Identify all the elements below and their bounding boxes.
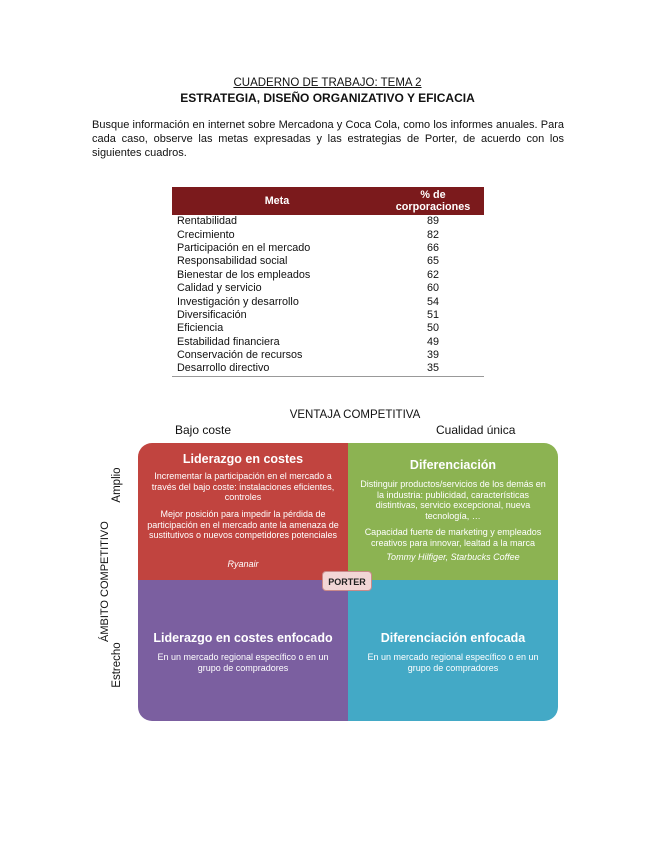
goal-percentage-cell: 51 (426, 308, 439, 321)
table-row (172, 215, 484, 228)
column-label-unique-quality: Cualidad única (436, 423, 516, 437)
goal-name-cell: Diversificación (177, 308, 247, 321)
table-row (172, 349, 484, 362)
document-title: ESTRATEGIA, DISEÑO ORGANIZATIVO Y EFICACIA (180, 91, 475, 105)
goal-percentage-cell: 66 (426, 241, 439, 254)
table-row (172, 242, 484, 255)
goal-name-cell: Responsabilidad social (177, 255, 288, 268)
column-label-low-cost: Bajo coste (175, 423, 232, 437)
goal-name-cell: Participación en el mercado (177, 241, 311, 254)
quadrant-title: Liderazgo en costes (182, 452, 304, 466)
competitive-scope-title: ÁMBITO COMPETITIVO (99, 521, 111, 642)
table-row (172, 322, 484, 335)
goal-percentage-cell: 62 (426, 268, 439, 281)
quadrant-title: Diferenciación enfocada (380, 631, 526, 645)
quadrant-text: Distinguir productos/servicios de los demás en la industria: publicidad, características distintivas, servicio excepcional, nueva tecnología, … (360, 479, 546, 521)
quadrant-text: Incrementar la participación en el mercado a través del bajo coste: instalaciones eficientes, controles (151, 471, 335, 502)
quadrant-title: Diferenciación (409, 458, 497, 472)
table-row (172, 282, 484, 295)
quadrant-cost-leadership (138, 443, 348, 580)
goal-percentage-cell: 65 (426, 255, 439, 268)
quadrant-text: Capacidad fuerte de marketing y empleados creativos para innovar, lealtad a la marca (364, 527, 542, 548)
quadrant-example: Tommy Hilfiger, Starbucks Coffee (386, 552, 520, 562)
porter-center-label: PORTER (322, 571, 372, 591)
goal-percentage-cell: 54 (426, 295, 439, 308)
goal-name-cell: Conservación de recursos (177, 349, 303, 362)
goal-percentage-cell: 35 (382, 362, 484, 376)
intro-paragraph: Busque información en internet sobre Mercadona y Coca Cola, como los informes anuales. Para cada caso, observe las metas expresadas y las estrategias de Porter, de acuerdo con los siguientes cuadros. (92, 119, 564, 159)
goal-name-cell: Bienestar de los empleados (177, 268, 311, 281)
goal-percentage-cell: 49 (426, 335, 439, 348)
quadrant-differentiation (348, 443, 558, 580)
quadrant-example: Ryanair (227, 559, 259, 569)
goal-percentage-cell: 82 (426, 228, 439, 241)
goal-name-cell: Desarrollo directivo (172, 362, 382, 376)
goal-name-cell: Eficiencia (177, 322, 224, 335)
goals-table (172, 187, 484, 377)
table-row (172, 309, 484, 322)
quadrant-text: En un mercado regional específico o en un grupo de compradores (367, 652, 539, 673)
goal-percentage-cell: 39 (426, 349, 439, 362)
competitive-advantage-title: VENTAJA COMPETITIVA (289, 409, 421, 421)
row-label-narrow: Estrecho (111, 642, 123, 688)
table-row (172, 269, 484, 282)
quadrant-title: Liderazgo en costes enfocado (153, 631, 333, 645)
table-row (172, 362, 484, 376)
table-row (172, 295, 484, 308)
table-row (172, 336, 484, 349)
goal-percentage-cell: 60 (426, 282, 439, 295)
quadrant-text: En un mercado regional específico o en un grupo de compradores (157, 652, 329, 673)
quadrant-focused-cost-leadership (138, 580, 348, 721)
goal-name-cell: Rentabilidad (177, 215, 238, 228)
goal-name-cell: Calidad y servicio (177, 282, 262, 295)
document-subtitle: CUADERNO DE TRABAJO: TEMA 2 (233, 77, 422, 89)
goal-percentage-cell: 50 (426, 322, 439, 335)
quadrant-text: Mejor posición para impedir la pérdida de participación en el mercado ante la amenaza de sustitutivos o nuevos competidores potenciales (147, 509, 339, 540)
table-header-row (172, 187, 484, 215)
column-header-meta: Meta (172, 187, 382, 215)
column-header-pct: % de corporaciones (382, 187, 484, 215)
table-row (172, 228, 484, 241)
row-label-broad: Amplio (111, 467, 123, 503)
goal-name-cell: Investigación y desarrollo (177, 295, 299, 308)
goal-name-cell: Estabilidad financiera (177, 335, 280, 348)
goal-percentage-cell: 89 (426, 215, 439, 228)
goal-name-cell: Crecimiento (177, 228, 235, 241)
quadrant-focused-differentiation (348, 580, 558, 721)
table-row (172, 255, 484, 268)
